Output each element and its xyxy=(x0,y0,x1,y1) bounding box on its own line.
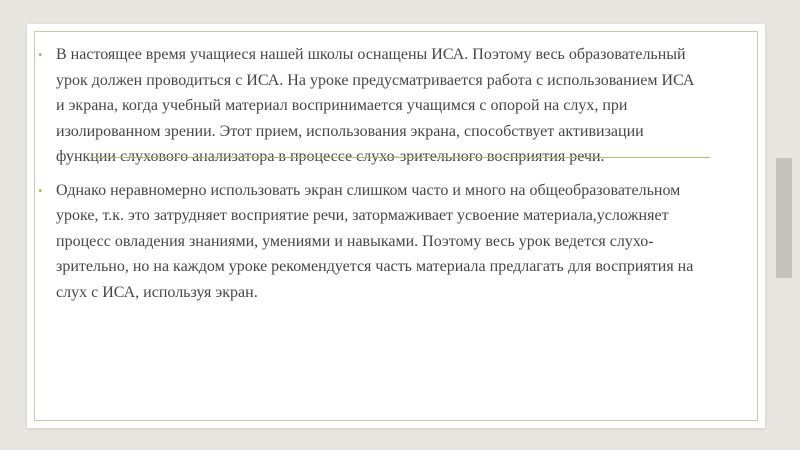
paragraph-2 xyxy=(38,178,706,306)
text-body xyxy=(38,42,706,305)
paragraph-1 xyxy=(38,42,706,170)
slide-edge-tab xyxy=(776,158,792,278)
divider-line xyxy=(90,157,710,158)
bullet-icon: • xyxy=(38,182,43,198)
bullet-icon: • xyxy=(38,47,43,62)
paragraph-1-text: В настоящее время учащиеся нашей школы оснащены ИСА. Поэтому весь образовательный урок должен проводиться с ИСА. На уроке предусматривается работа с использованием ИСА и экрана, когда учебный материал воспринимается учащимся с опорой на слух, при изолированном зрении. Этот прием, использования экрана, способствует активизации функции слухового анализатора в процессе слухо-зрительного восприятия речи. xyxy=(56,46,695,165)
paragraph-2-text: Однако неравномерно использовать экран слишком часто и много на общеобразовательном уроке, т.к. это затрудняет восприятие речи, затормаживает усвоение материала,усложняет процесс овладения знаниями, умениями и навыками. Поэтому весь урок ведется слухо- зрительно, но на каждом уроке рекомендуется часть материала предлагать для восприятия на слух с ИСА, используя экран. xyxy=(56,181,694,301)
